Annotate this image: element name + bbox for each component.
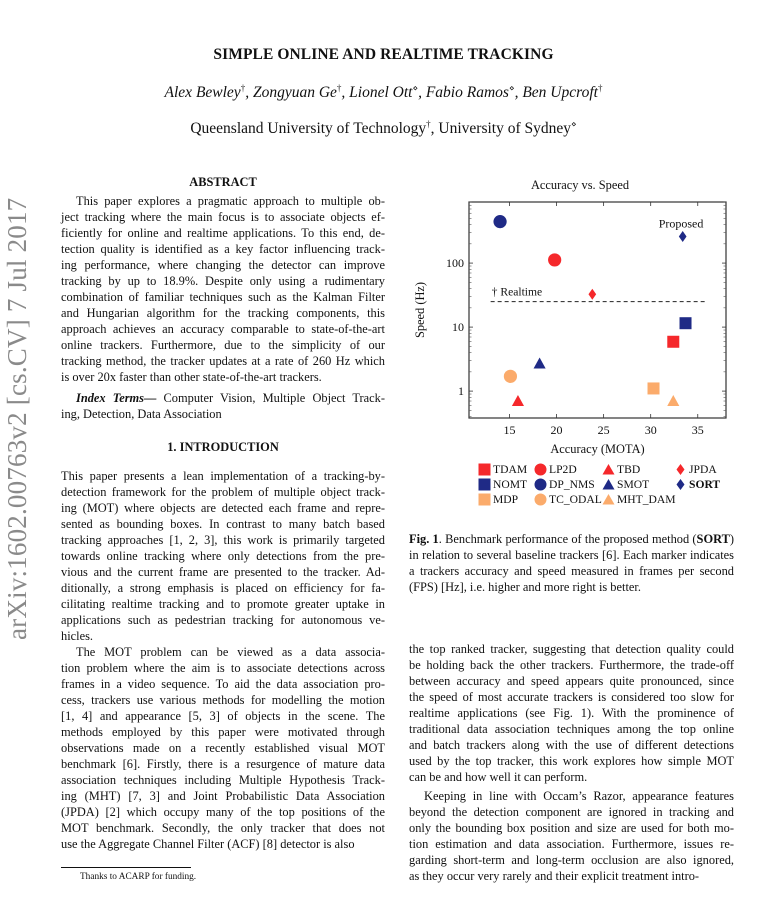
text-line: ficiently for online and realtime applications. To this end, de- bbox=[61, 226, 385, 240]
square-marker-icon bbox=[478, 463, 491, 476]
text-line: use the Aggregate Channel Filter (ACF) [8] detector is also bbox=[61, 837, 355, 851]
text-line: tion estimation and data association. Furthermore, issues re- bbox=[409, 837, 734, 851]
text-line: tracking approaches [1, 2, 3], this work is primarily targeted bbox=[61, 533, 385, 547]
text-line: applications such as pedestrian tracking for autonomous ve- bbox=[61, 613, 385, 627]
circle-marker-icon bbox=[534, 478, 547, 491]
data-point-dp-nms bbox=[493, 215, 506, 228]
chart-legend bbox=[478, 463, 738, 515]
text-line: [1, 4] and appearance [5, 3] of objects in the scene. The bbox=[61, 709, 385, 723]
abstract-body bbox=[61, 193, 385, 385]
text-line: tracking method, the tracker updates at a rate of 260 Hz which bbox=[61, 354, 385, 368]
chart-title: Accuracy vs. Speed bbox=[530, 178, 630, 192]
affiliation-mark: ⋄ bbox=[412, 83, 419, 93]
text-line: vious and the current frame are presented to the tracker. Ad- bbox=[61, 565, 385, 579]
index-terms bbox=[61, 390, 385, 422]
text-line: This paper explores a pragmatic approach to multiple ob- bbox=[76, 194, 385, 208]
x-axis-label: Accuracy (MOTA) bbox=[550, 442, 645, 456]
data-point-tbd bbox=[512, 395, 524, 406]
legend-label: LP2D bbox=[549, 463, 577, 476]
legend-item-sort bbox=[674, 478, 720, 491]
diamond-marker-icon bbox=[674, 463, 687, 476]
index-terms-text: Computer Vision, Multiple Object Track- bbox=[156, 391, 385, 405]
text-line: realtime applications (see Fig. 1). With the prominence of bbox=[409, 706, 734, 720]
caption-bold: SORT bbox=[696, 532, 730, 546]
data-point-tdam bbox=[667, 336, 679, 348]
text-line: Keeping in line with Occam’s Razor, appearance features bbox=[424, 789, 734, 803]
scatter-chart bbox=[400, 190, 740, 465]
legend-label: MDP bbox=[493, 493, 519, 506]
text-line: tection quality is identified as a key factor influencing track- bbox=[61, 242, 385, 256]
legend-item-nomt bbox=[478, 478, 527, 491]
affiliation-mark: † bbox=[336, 83, 342, 93]
author-name: Alex Bewley bbox=[164, 84, 241, 101]
author-name: Zongyuan Ge bbox=[252, 84, 337, 101]
text-line: the top ranked tracker, suggesting that detection quality could bbox=[409, 642, 734, 656]
affiliations: Queensland University of Technology†, University of Sydney⋄ bbox=[190, 119, 577, 137]
data-point-tc-odal bbox=[504, 370, 517, 383]
text-line: (JPDA) [2] which occupy many of the top positions of the bbox=[61, 805, 385, 819]
data-point-nomt bbox=[680, 317, 692, 329]
text-line: as they occur very rarely and their explicit treatment intro- bbox=[409, 869, 700, 883]
plot-frame bbox=[469, 202, 726, 418]
y-tick-label: 10 bbox=[452, 320, 464, 335]
legend-label: TBD bbox=[617, 463, 641, 476]
data-point-jpda bbox=[588, 289, 596, 300]
triangle-marker-icon bbox=[602, 478, 615, 491]
text-line: sented as bounding boxes. In contrast to many batch based bbox=[61, 517, 385, 531]
text-line: between accuracy and speed appears quite pronounced, since bbox=[409, 674, 734, 688]
text-line: ject tracking where the main focus is to associate objects ef- bbox=[61, 210, 385, 224]
affiliation-mark: † bbox=[240, 83, 246, 93]
legend-label: SMOT bbox=[617, 478, 650, 491]
text-line: frames in a video sequence. To aid the data association pro- bbox=[61, 677, 385, 691]
affiliation-mark: † bbox=[426, 119, 431, 129]
affiliation-name: Queensland University of Technology bbox=[190, 120, 427, 137]
text-line: cilitating realtime tracking and to promote greater uptake in bbox=[61, 597, 385, 611]
affiliation-mark: ⋄ bbox=[508, 83, 515, 93]
body-paragraph bbox=[409, 788, 734, 884]
proposed-annotation: Proposed bbox=[658, 216, 704, 231]
square-marker-icon bbox=[478, 478, 491, 491]
text-line: only the bounding box position and size are used for both mo- bbox=[409, 821, 734, 835]
text-line: tracking by up to 18.9%. Despite only using a rudimentary bbox=[61, 274, 385, 288]
text-line: can be and how well it can perform. bbox=[409, 770, 588, 784]
text-line: observations made on a recently established visual MOT bbox=[61, 741, 385, 755]
caption-label: Fig. 1 bbox=[409, 532, 439, 546]
text-line: approach achieves an accuracy comparable to state-of-the-art bbox=[61, 322, 385, 336]
legend-item-lp2d bbox=[534, 463, 577, 476]
body-paragraph bbox=[409, 641, 734, 785]
text-line: ing performance, where changing the detector can improve bbox=[61, 258, 385, 272]
square-marker-icon bbox=[478, 493, 491, 506]
author-name: Lionel Ott bbox=[349, 84, 413, 101]
data-point-mht-dam bbox=[667, 395, 679, 406]
diamond-marker-icon bbox=[674, 478, 687, 491]
text-line: association techniques including Multiple Hypothesis Track- bbox=[61, 773, 385, 787]
x-tick-label: 25 bbox=[597, 423, 610, 437]
index-terms-label: Index Terms— bbox=[76, 391, 157, 405]
figure-caption bbox=[409, 531, 734, 595]
intro-paragraph-1 bbox=[61, 468, 385, 644]
circle-marker-icon bbox=[534, 493, 547, 506]
triangle-marker-icon bbox=[602, 463, 615, 476]
author-name: Fabio Ramos bbox=[425, 84, 509, 101]
y-axis-label: Speed (Hz) bbox=[413, 281, 427, 339]
text-line: hicles. bbox=[61, 629, 93, 643]
text-line: online trackers. Furthermore, due to the simplicity of our bbox=[61, 338, 385, 352]
left-column bbox=[61, 174, 385, 852]
legend-item-tbd bbox=[602, 463, 640, 476]
affiliation-mark: ⋄ bbox=[571, 119, 577, 129]
affiliation-name: University of Sydney bbox=[438, 120, 572, 137]
legend-label: DP_NMS bbox=[549, 478, 595, 491]
legend-label: TDAM bbox=[493, 463, 528, 476]
data-point-smot bbox=[534, 357, 546, 368]
legend-label: NOMT bbox=[493, 478, 528, 491]
text-line: beyond the detection component are ignored in tracking and bbox=[409, 805, 734, 819]
legend-item-tc-odal bbox=[534, 493, 602, 506]
legend-item-tdam bbox=[478, 463, 527, 476]
legend-item-smot bbox=[602, 478, 649, 491]
text-line: The MOT problem can be viewed as a data associa- bbox=[76, 645, 385, 659]
data-point-sort bbox=[679, 231, 687, 242]
x-tick-label: 35 bbox=[691, 423, 704, 437]
text-line: combination of familiar techniques such as the Kalman Filter bbox=[61, 290, 385, 304]
x-tick-label: 15 bbox=[503, 423, 516, 437]
triangle-marker-icon bbox=[602, 493, 615, 506]
x-tick-label: 20 bbox=[550, 423, 563, 437]
text-line: cess, trackers use various methods for modelling the motion bbox=[61, 693, 385, 707]
author-list: Alex Bewley†, Zongyuan Ge†, Lionel Ott⋄, Fabio Ramos⋄, Ben Upcroft† bbox=[164, 83, 603, 101]
realtime-label: † Realtime bbox=[491, 285, 543, 299]
legend-item-mht-dam bbox=[602, 493, 676, 506]
legend-label: SORT bbox=[689, 478, 721, 491]
text-line: MOT benchmark. Secondly, the only tracker that does not bbox=[61, 821, 385, 835]
legend-label: TC_ODAL bbox=[549, 493, 602, 506]
text-line: and Hungarian algorithm for the tracking components, this bbox=[61, 306, 385, 320]
text-line: detection framework for the problem of multiple object track- bbox=[61, 485, 385, 499]
y-tick-label: 100 bbox=[446, 256, 464, 271]
legend-label: MHT_DAM bbox=[617, 493, 676, 506]
text-line: the speed of most accurate trackers is considered too slow for bbox=[409, 690, 734, 704]
y-tick-label: 1 bbox=[458, 384, 464, 399]
footnote: Thanks to ACARP for funding. bbox=[80, 872, 197, 882]
data-point-mdp bbox=[648, 382, 660, 394]
text-line: This paper presents a lean implementation of a tracking-by- bbox=[61, 469, 385, 483]
caption-text: . Benchmark performance of the proposed method ( bbox=[438, 532, 697, 546]
paper-title: SIMPLE ONLINE AND REALTIME TRACKING bbox=[213, 46, 554, 63]
x-tick-label: 30 bbox=[644, 423, 657, 437]
legend-item-dp-nms bbox=[534, 478, 595, 491]
right-column bbox=[409, 641, 734, 884]
circle-marker-icon bbox=[534, 463, 547, 476]
text-line: is over 20x faster than other state-of-the-art trackers. bbox=[61, 370, 322, 384]
index-terms-text: ing, Detection, Data Association bbox=[61, 407, 222, 421]
text-line: traditional data association techniques among the top online bbox=[409, 722, 734, 736]
footnote-rule bbox=[61, 867, 191, 868]
text-line: used by the top tracker, this work explores how simple MOT bbox=[409, 754, 734, 768]
text-line: benchmark [6]. Firstly, there is a resurgence of mature data bbox=[61, 757, 385, 771]
text-line: ditionally, a strong emphasis is placed on efficiency for fa- bbox=[61, 581, 385, 595]
author-name: Ben Upcroft bbox=[522, 84, 598, 101]
text-line: towards online tracking where only detections from the pre- bbox=[61, 549, 385, 563]
text-line: garding short-term and long-term occlusion are also ignored, bbox=[409, 853, 734, 867]
text-line: ing (MHT) [7, 3] and Joint Probabilistic Data Association bbox=[61, 789, 385, 803]
intro-paragraph-2 bbox=[61, 644, 385, 852]
data-point-lp2d bbox=[548, 253, 561, 266]
legend-item-mdp bbox=[478, 493, 518, 506]
intro-heading: 1. INTRODUCTION bbox=[167, 440, 279, 454]
text-line: be holding back the other trackers. Furthermore, the trade-off bbox=[409, 658, 734, 672]
affiliation-mark: † bbox=[597, 83, 603, 93]
abstract-heading: ABSTRACT bbox=[189, 175, 257, 189]
legend-item-jpda bbox=[674, 463, 717, 476]
text-line: methods employed by this paper were motivated through bbox=[61, 725, 385, 739]
legend-label: JPDA bbox=[689, 463, 717, 476]
text-line: and batch trackers along with the use of different detections bbox=[409, 738, 734, 752]
text-line: ing (MOT) where objects are detected each frame and repre- bbox=[61, 501, 385, 515]
text-line: tion problem where the aim is to associate detections across bbox=[61, 661, 385, 675]
arxiv-stamp[interactable]: arXiv:1602.00763v2 [cs.CV] 7 Jul 2017 bbox=[2, 197, 32, 640]
caption-text: ) in relation to several baseline trackers [6]. Each marker indicates a trackers accuracy and speed measured in frames per second (FPS) [Hz], i.e. higher and more right is better. bbox=[409, 532, 734, 594]
